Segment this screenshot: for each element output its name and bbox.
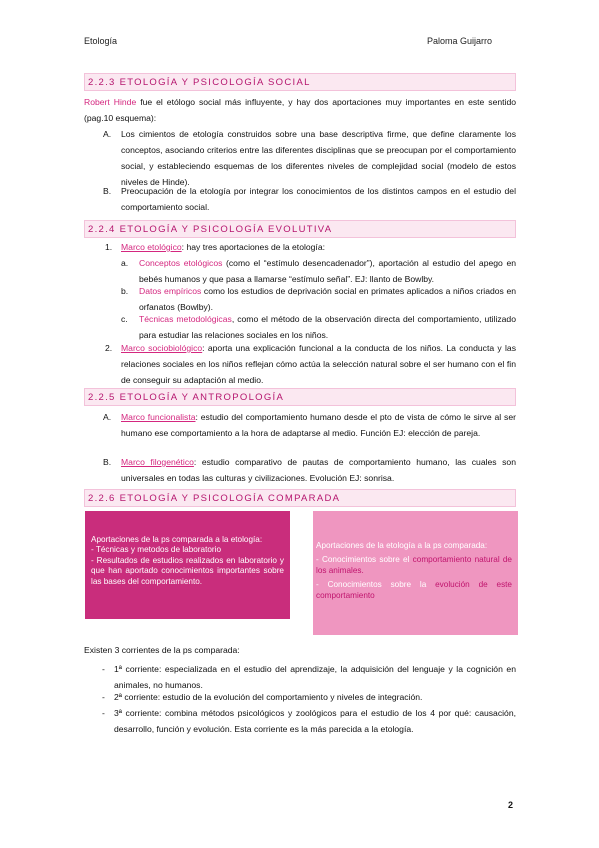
list-item-b: Preocupación de la etología por integrar los conocimientos de los distintos campos en el estudio del comportamiento social. xyxy=(121,186,516,212)
list-marker-a: A. xyxy=(103,129,112,139)
dash-marker: - xyxy=(102,664,105,674)
list-marker-1a: a. xyxy=(121,258,129,268)
list-item-a: Los cimientos de etología construidos sobre una base descriptiva firme, que define claramente los conceptos, asociando criterios entre las diferentes disciplinas que se preocupan por el comportamiento social, y estableciendo esquemas de los diferentes niveles de complejidad social (modelo de estos niveles de Hinde). xyxy=(121,129,516,187)
list-marker-b: B. xyxy=(103,186,112,196)
list-marker-a2: A. xyxy=(103,412,112,422)
tecnicas-metodologicas: Técnicas metodológicas xyxy=(139,314,232,324)
marco-funcionalista-link[interactable]: Marco funcionalista xyxy=(121,412,196,422)
section-heading-social: 2.2.3 ETOLOGÍA Y PSICOLOGÍA SOCIAL xyxy=(84,73,516,91)
box1-line2: - Resultados de estudios realizados en laboratorio y que han aportado conocimientos importantes sobre las bases del comportamiento. xyxy=(91,555,284,586)
list-marker-b2: B. xyxy=(103,457,112,467)
box2-line1 xyxy=(316,555,512,576)
intro-paragraph xyxy=(84,94,516,126)
marco-etologico-link[interactable]: Marco etológico xyxy=(121,242,182,252)
list-item-1c xyxy=(139,311,516,343)
datos-empiricos: Datos empíricos xyxy=(139,286,202,296)
box-ps-comparada-a-etologia xyxy=(85,511,290,619)
list-item-1b-text: como los estudios de deprivación social en primates aplicados a niños criados en orfanatos (Bowlby). xyxy=(139,286,517,312)
dash-marker: - xyxy=(102,692,105,702)
list-item-corriente-3 xyxy=(90,705,516,737)
marco-filogenetico-link[interactable]: Marco filogenético xyxy=(121,457,194,467)
list-marker-1b: b. xyxy=(121,286,129,296)
list-item-funcionalista xyxy=(121,409,516,441)
section-heading-antropologia: 2.2.5 ETOLOGÍA Y ANTROPOLOGÍA xyxy=(84,388,516,406)
section-heading-evolutiva: 2.2.4 ETOLOGÍA Y PSICOLOGÍA EVOLUTIVA xyxy=(84,220,516,238)
robert-hinde-name: Robert Hinde xyxy=(84,97,137,107)
list-marker-2: 2. xyxy=(105,343,113,353)
list-item-1c-text: , como el método de la observación directa del comportamiento, utilizado para estudiar las relaciones sociales en los niños. xyxy=(139,314,516,340)
box-etologia-a-ps-comparada xyxy=(313,511,518,635)
list-marker-1c: c. xyxy=(121,314,128,324)
corriente-3-text: 3ª corriente: combina métodos psicológicos y zoológicos para el estudio de los 4 por qué: causación, desarrollo, función y evolución. Esta corriente es la más parecida a la etología. xyxy=(114,708,516,734)
list-item-filogenetico xyxy=(121,454,516,486)
conceptos-etologicos: Conceptos etológicos xyxy=(139,258,223,268)
box2-line2-pre: - Conocimientos sobre la xyxy=(316,580,436,590)
marco-sociobiologico-link[interactable]: Marco sociobiológico xyxy=(121,343,203,353)
box2-line2-highlight: evolución de este comportamiento xyxy=(316,580,512,600)
list-marker-1: 1. xyxy=(105,242,113,252)
corriente-1-text: 1ª corriente: especializada en el estudio del aprendizaje, la adquisición del lenguaje y la cognición en animales, no humanos. xyxy=(114,664,516,690)
list-item-2 xyxy=(121,340,516,388)
box2-line1-pre: - Conocimientos sobre el xyxy=(316,555,413,565)
list-item-1-text: : hay tres aportaciones de la etología: xyxy=(181,242,325,252)
list-item-corriente-2 xyxy=(90,689,516,705)
list-item-1a-text: (como el “estímulo desencadenador”), aportación al estudio del apego en bebés humanos y que pasa a llamarse “estímulo señal”. EJ: llanto de Bowlby. xyxy=(139,258,517,284)
box2-line2 xyxy=(316,580,512,601)
list-item-funcionalista-text: : estudio del comportamiento humano desde el pto de vista de cómo le sirve al ser humano ese comportamiento a la hora de adaptarse al medio. Función EJ: elección de pareja. xyxy=(121,412,516,438)
header-left: Etología xyxy=(84,36,118,46)
list-item-1 xyxy=(121,239,516,255)
header-right: Paloma Guijarro xyxy=(427,36,493,46)
box2-heading: Aportaciones de la etología a la ps comparada: xyxy=(316,541,488,550)
section-heading-comparada: 2.2.6 ETOLOGÍA Y PSICOLOGÍA COMPARADA xyxy=(84,489,516,507)
list-item-filogenetico-text: : estudio comparativo de pautas de comportamiento humano, las cuales son universales en todas las culturas y civilizaciones. Evolución EJ: sonrisa. xyxy=(121,457,516,483)
box1-heading: Aportaciones de la ps comparada a la etología: xyxy=(91,535,263,544)
box1-line1: - Técnicas y metodos de laboratorio xyxy=(91,545,222,555)
corrientes-intro: Existen 3 corrientes de la ps comparada: xyxy=(84,645,240,655)
intro-text: fue el etólogo social más influyente, y hay dos aportaciones muy importantes en este sentido (pag.10 esquema): xyxy=(84,97,517,123)
list-item-2-text: : aporta una explicación funcional a la conducta de los niños. La conducta y las relaciones sociales en los niños reflejan cómo actúa la selección natural sobre el ser humano con el fin de conseguir su adaptación al medio. xyxy=(121,343,516,385)
box2-line1-highlight: comportamiento natural de los animales. xyxy=(316,555,512,575)
page-number: 2 xyxy=(508,800,514,810)
dash-marker: - xyxy=(102,708,105,718)
corriente-2-text: 2ª corriente: estudio de la evolución del comportamiento y niveles de integración. xyxy=(114,692,423,702)
